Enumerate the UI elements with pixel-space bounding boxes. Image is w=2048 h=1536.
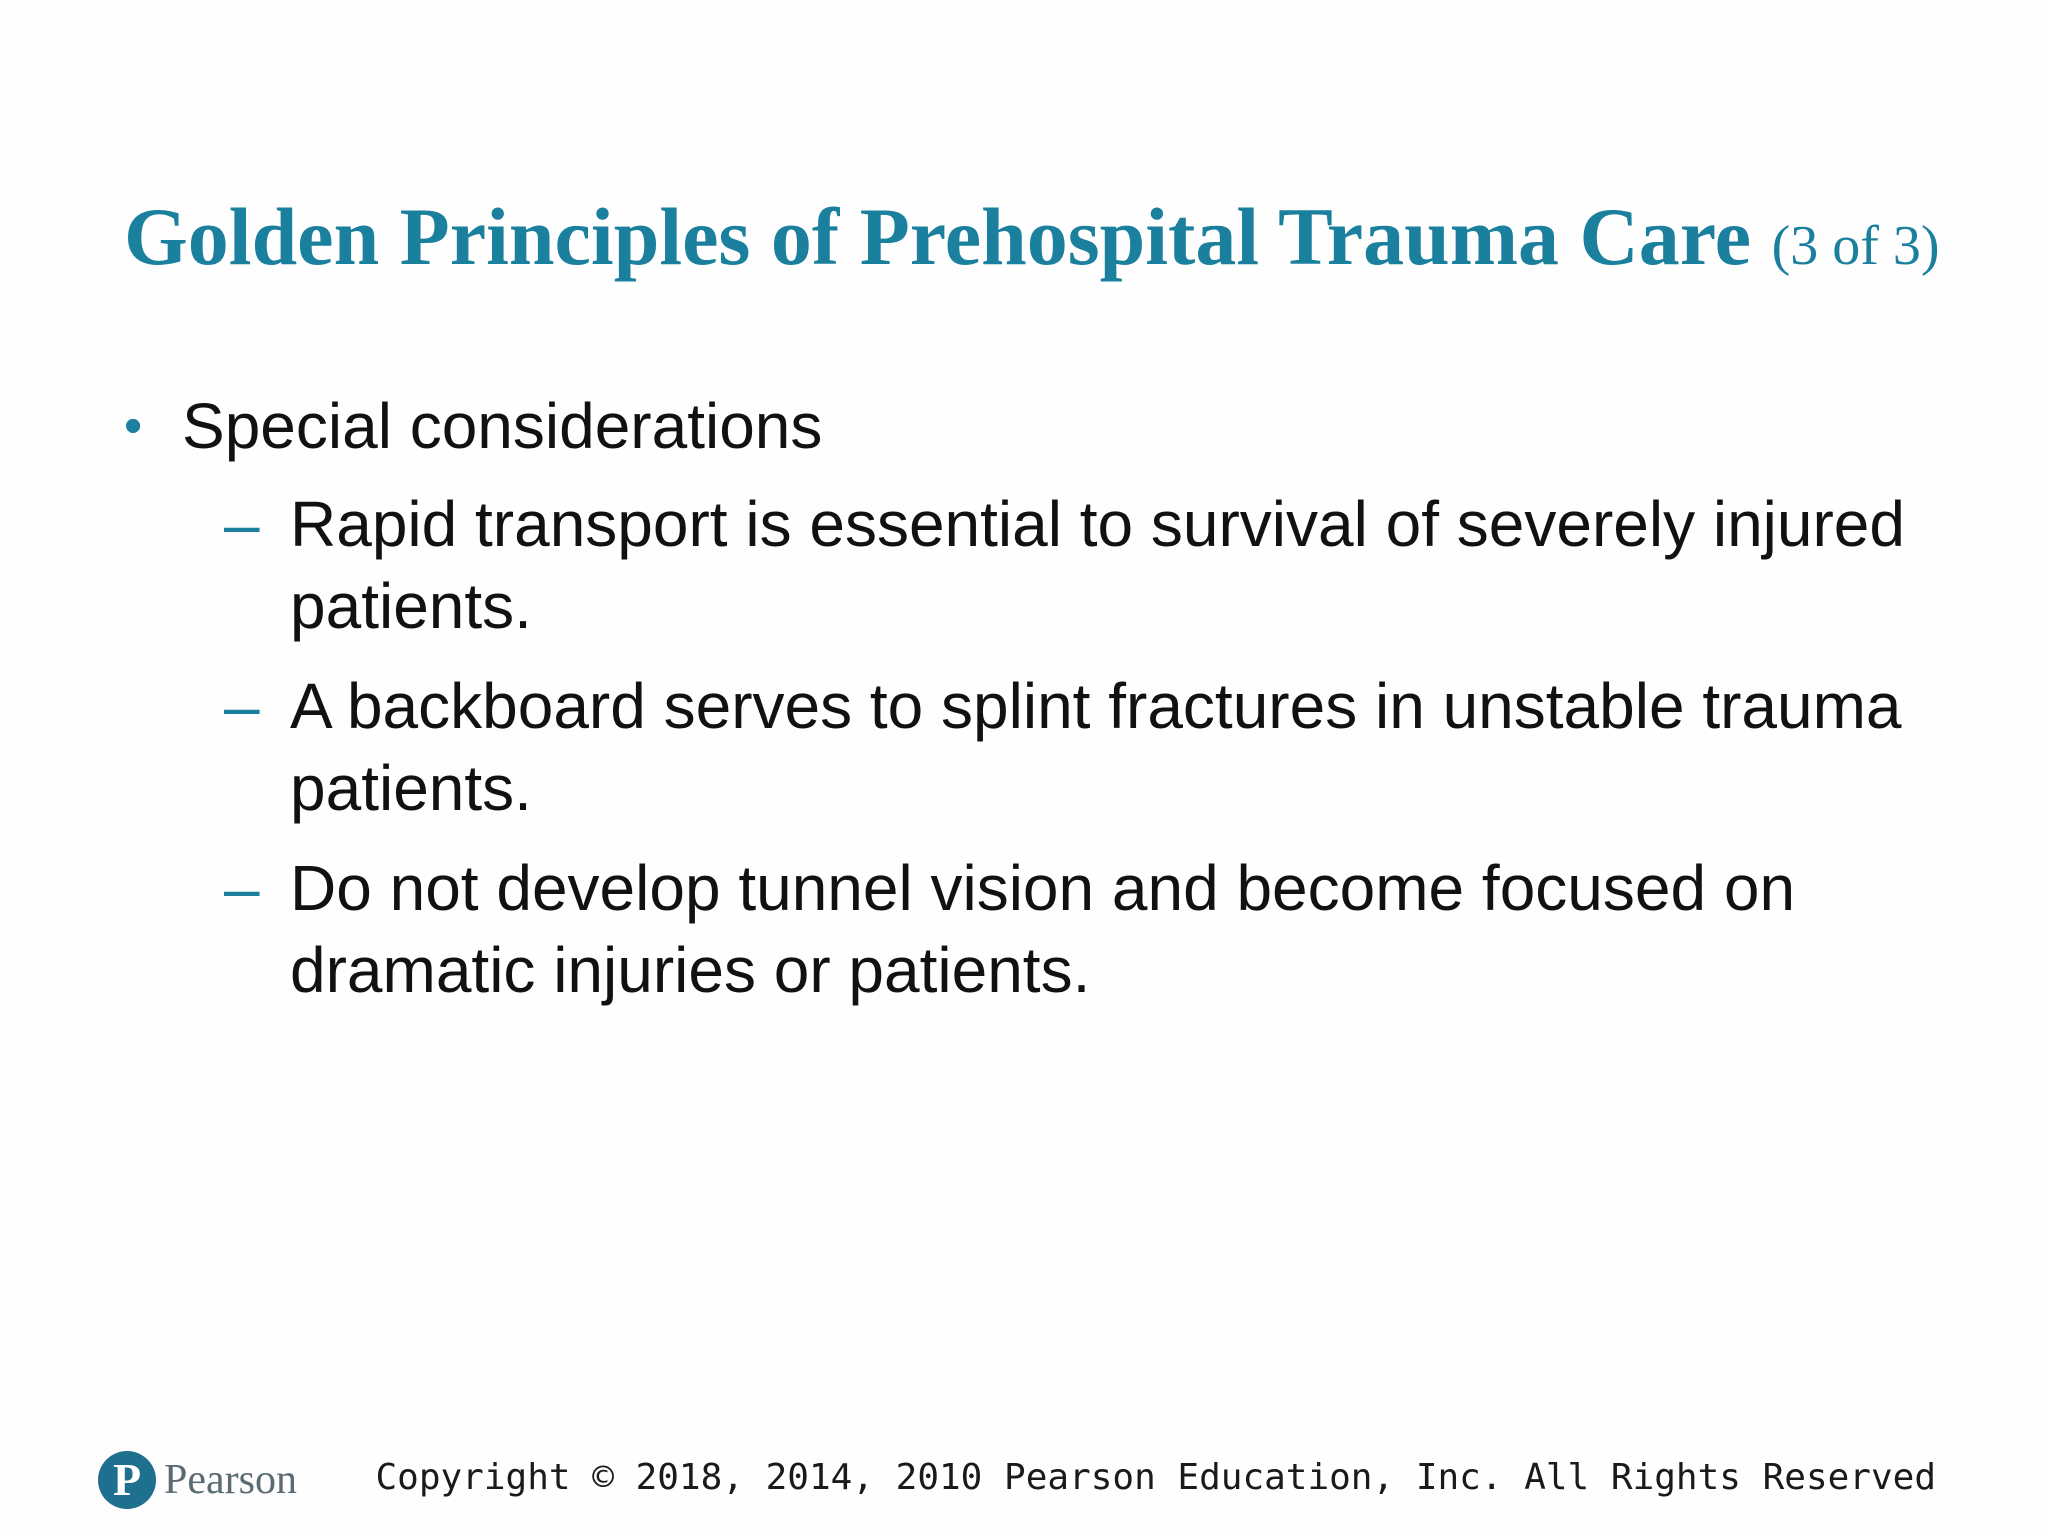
pearson-logo-icon (98, 1451, 156, 1509)
dash-icon: – (224, 488, 260, 560)
slide-title-text: Golden Principles of Prehospital Trauma Care (124, 191, 1752, 282)
dash-icon: – (224, 670, 260, 742)
sub-bullet-list (124, 483, 1924, 1011)
sub-bullet-text: Rapid transport is essential to survival of severely injured patients. (290, 488, 1905, 642)
pearson-logo (98, 1446, 297, 1514)
pearson-logo-letter: P (112, 1454, 142, 1505)
slide-title (124, 192, 1940, 291)
sub-bullet-item (124, 665, 2040, 829)
sub-bullet-text: Do not develop tunnel vision and become focused on dramatic injuries or patients. (290, 852, 1796, 1006)
copyright-notice: Copyright © 2018, 2014, 2010 Pearson Education, Inc. All Rights Reserved (375, 1457, 1936, 1498)
slide-content (124, 385, 1924, 1029)
bullet-item (124, 385, 1924, 467)
sub-bullet-item (124, 483, 2040, 647)
bullet-icon: • (124, 397, 143, 455)
sub-bullet-text: A backboard serves to splint fractures in unstable trauma patients. (290, 670, 1902, 824)
dash-icon: – (224, 852, 260, 924)
bullet-text: Special considerations (182, 390, 823, 462)
sub-bullet-item (124, 847, 2040, 1011)
pearson-logo-text: Pearson (164, 1457, 297, 1503)
slide-counter: (3 of 3) (1771, 215, 1940, 277)
